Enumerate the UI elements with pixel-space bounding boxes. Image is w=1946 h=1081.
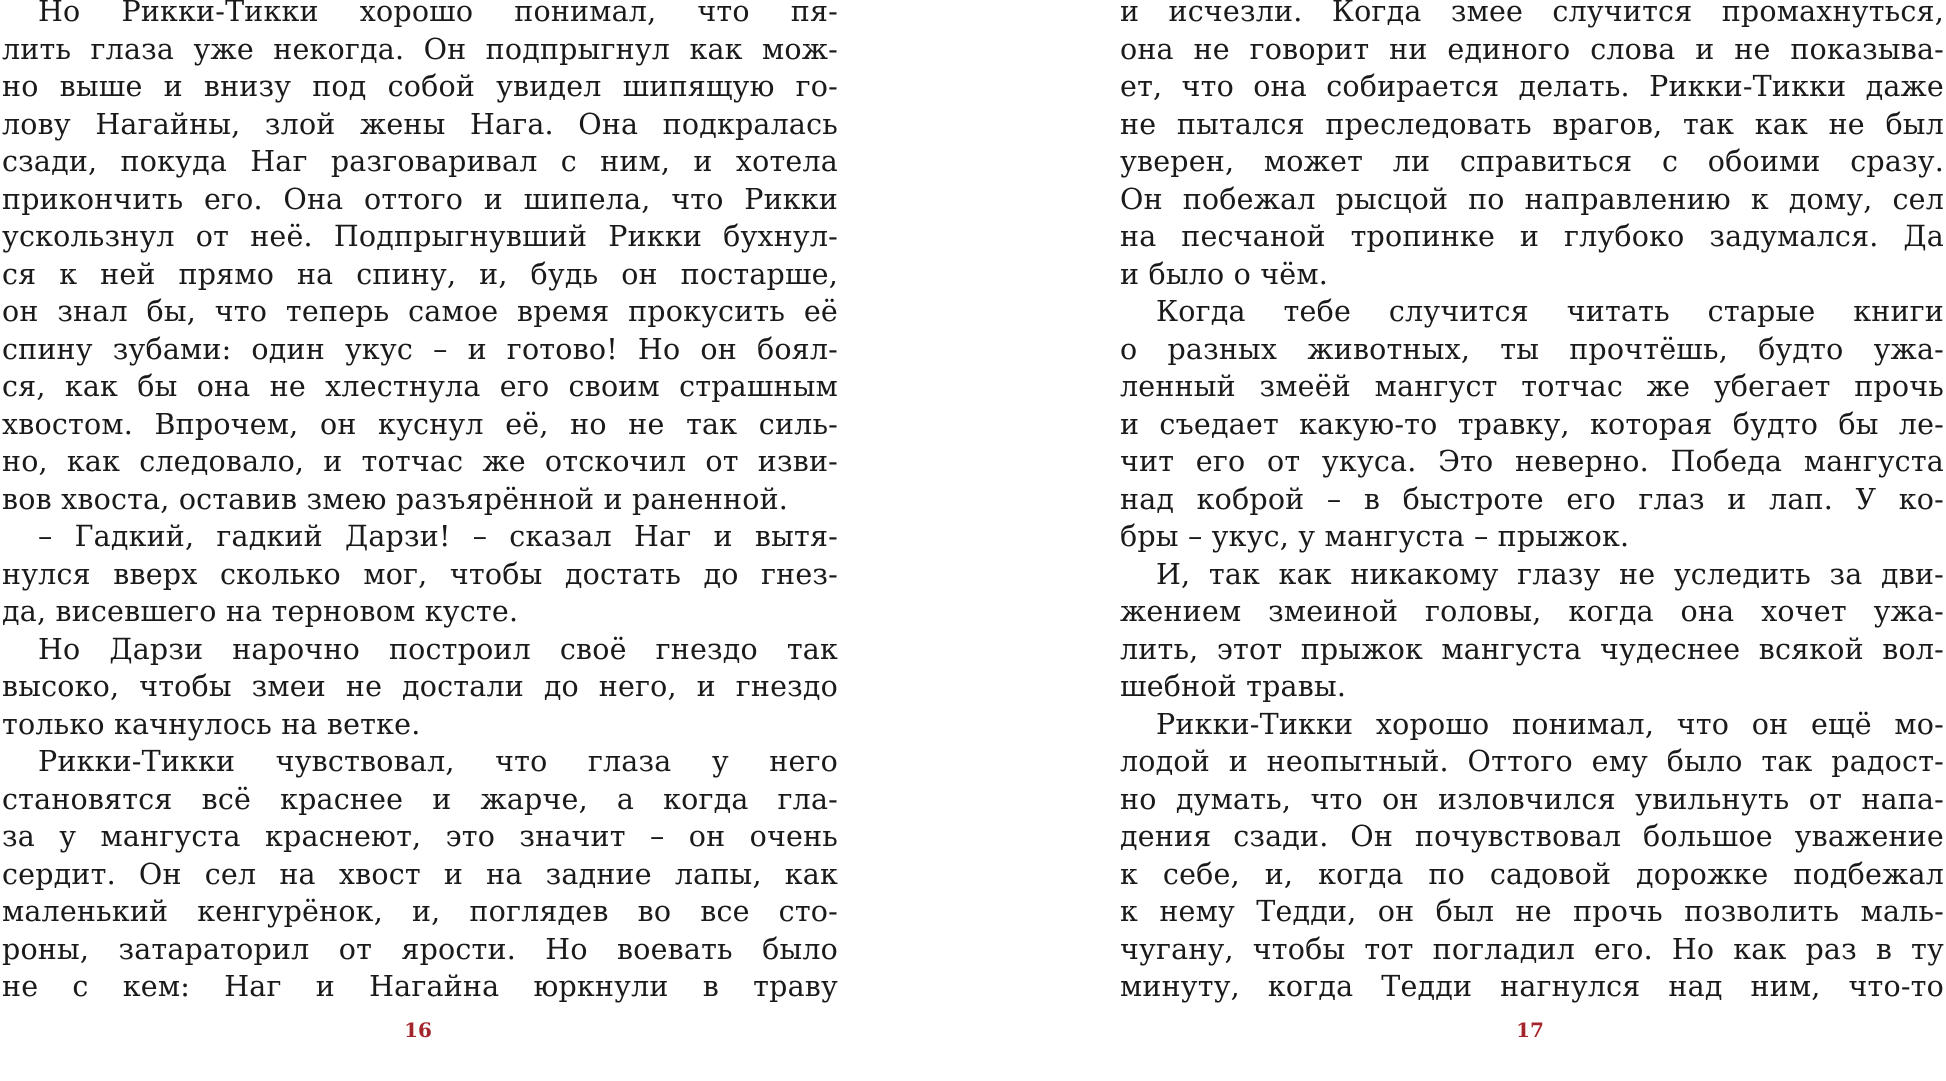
text-line: не с кем: Наг и Нагайна юркнули в траву — [2, 970, 838, 1003]
text-line: ускользнул от неё. Подпрыгнувший Рикки бухнул- — [2, 220, 838, 253]
text-line: лить, этот прыжок мангуста чудеснее всякой вол- — [1120, 632, 1944, 666]
text-line: лову Нагайны, злой жены Нага. Она подкралась — [2, 107, 838, 141]
text-line: и съедает какую-то травку, которая будто бы ле- — [1120, 407, 1944, 441]
text-line: к нему Тедди, он был не прочь позволить маль- — [1120, 895, 1944, 928]
text-line: на песчаной тропинке и глубоко задумался. Да — [1120, 220, 1944, 253]
text-line: ленный змеёй мангуст тотчас же убегает прочь — [1120, 370, 1944, 403]
text-line: ся, как бы она не хлестнула его своим страшным — [2, 370, 838, 403]
text-line: он знал бы, что теперь самое время прокусить её — [2, 295, 838, 328]
text-line: минуту, когда Тедди нагнулся над ним, что-то — [1120, 970, 1944, 1003]
text-line: она не говорит ни единого слова и не показыва- — [1120, 32, 1944, 66]
text-line: прикончить его. Она оттого и шипела, что Рикки — [2, 182, 838, 216]
text-line: только качнулось на ветке. — [2, 707, 421, 741]
text-line: сердит. Он сел на хвост и на задние лапы, как — [2, 857, 838, 891]
text-line: к себе, и, когда по садовой дорожке подбежал — [1120, 857, 1944, 891]
text-line: Но Рикки-Тикки хорошо понимал, что пя- — [38, 0, 838, 28]
text-line: Но Дарзи нарочно построил своё гнездо так — [38, 632, 838, 666]
text-line: за у мангуста краснеют, это значит – он очень — [2, 820, 838, 853]
text-line: роны, затараторил от ярости. Но воевать было — [2, 932, 838, 966]
text-line: но выше и внизу под собой увидел шипящую го- — [2, 70, 838, 103]
text-line: да, висевшего на терновом кусте. — [2, 595, 519, 628]
text-line: спину зубами: один укус – и готово! Но он боял- — [2, 332, 838, 366]
text-line: лить глаза уже некогда. Он подпрыгнул как мож- — [2, 32, 838, 66]
text-line: дения сзади. Он почувствовал большое уважение — [1120, 820, 1944, 853]
text-line: ся к ней прямо на спину, и, будь он постарше, — [2, 257, 838, 291]
text-line: нулся вверх сколько мог, чтобы достать до гнез- — [2, 557, 838, 591]
text-line: но думать, что он изловчился увильнуть от напа- — [1120, 782, 1944, 816]
text-line: хвостом. Впрочем, он куснул её, но не так силь- — [2, 407, 838, 441]
text-line: но, как следовало, и тотчас же отскочил от изви- — [2, 445, 838, 478]
text-line: Когда тебе случится читать старые книги — [1156, 295, 1944, 328]
text-line: Он побежал рысцой по направлению к дому, сел — [1120, 182, 1944, 216]
text-line: ет, что она собирается делать. Рикки-Тикки даже — [1120, 70, 1944, 103]
right-page — [1118, 0, 1946, 1081]
text-line: чугану, чтобы тот погладил его. Но как раз в ту — [1120, 932, 1944, 966]
text-line: над коброй – в быстроте его глаз и лап. У ко- — [1120, 482, 1944, 516]
text-line: уверен, может ли справиться с обоими сразу. — [1120, 145, 1944, 178]
text-line: чит его от укуса. Это неверно. Победа мангуста — [1120, 445, 1944, 478]
text-line: о разных животных, ты прочтёшь, будто ужа- — [1120, 332, 1944, 366]
text-line: жением змеиной головы, когда она хочет ужа- — [1120, 595, 1944, 628]
text-line: лодой и неопытный. Оттого ему было так радост- — [1120, 745, 1944, 778]
text-line: маленький кенгурёнок, и, поглядев во все сто- — [2, 895, 838, 928]
text-line: бры – укус, у мангуста – прыжок. — [1120, 520, 1630, 553]
text-line: Рикки-Тикки хорошо понимал, что он ещё мо- — [1156, 707, 1944, 741]
right-page-text — [1120, 0, 1944, 1006]
text-line: вов хвоста, оставив змею разъярённой и раненной. — [2, 482, 789, 516]
text-line: и исчезли. Когда змее случится промахнуться, — [1120, 0, 1944, 28]
right-page-number: 17 — [1516, 1018, 1544, 1042]
text-line: – Гадкий, гадкий Дарзи! – сказал Наг и вытя- — [38, 520, 838, 553]
text-line: не пытался преследовать врагов, так как не был — [1120, 107, 1944, 141]
left-page-number: 16 — [404, 1018, 432, 1042]
text-line: становятся всё краснее и жарче, а когда гла- — [2, 782, 838, 816]
left-page-text — [2, 0, 838, 1006]
text-line: Рикки-Тикки чувствовал, что глаза у него — [38, 745, 838, 778]
text-line: высоко, чтобы змеи не достали до него, и гнездо — [2, 670, 838, 703]
text-line: И, так как никакому глазу не уследить за дви- — [1156, 557, 1944, 591]
left-page — [0, 0, 840, 1081]
text-line: сзади, покуда Наг разговаривал с ним, и хотела — [2, 145, 838, 178]
text-line: и было о чём. — [1120, 257, 1328, 291]
text-line: шебной травы. — [1120, 670, 1347, 703]
